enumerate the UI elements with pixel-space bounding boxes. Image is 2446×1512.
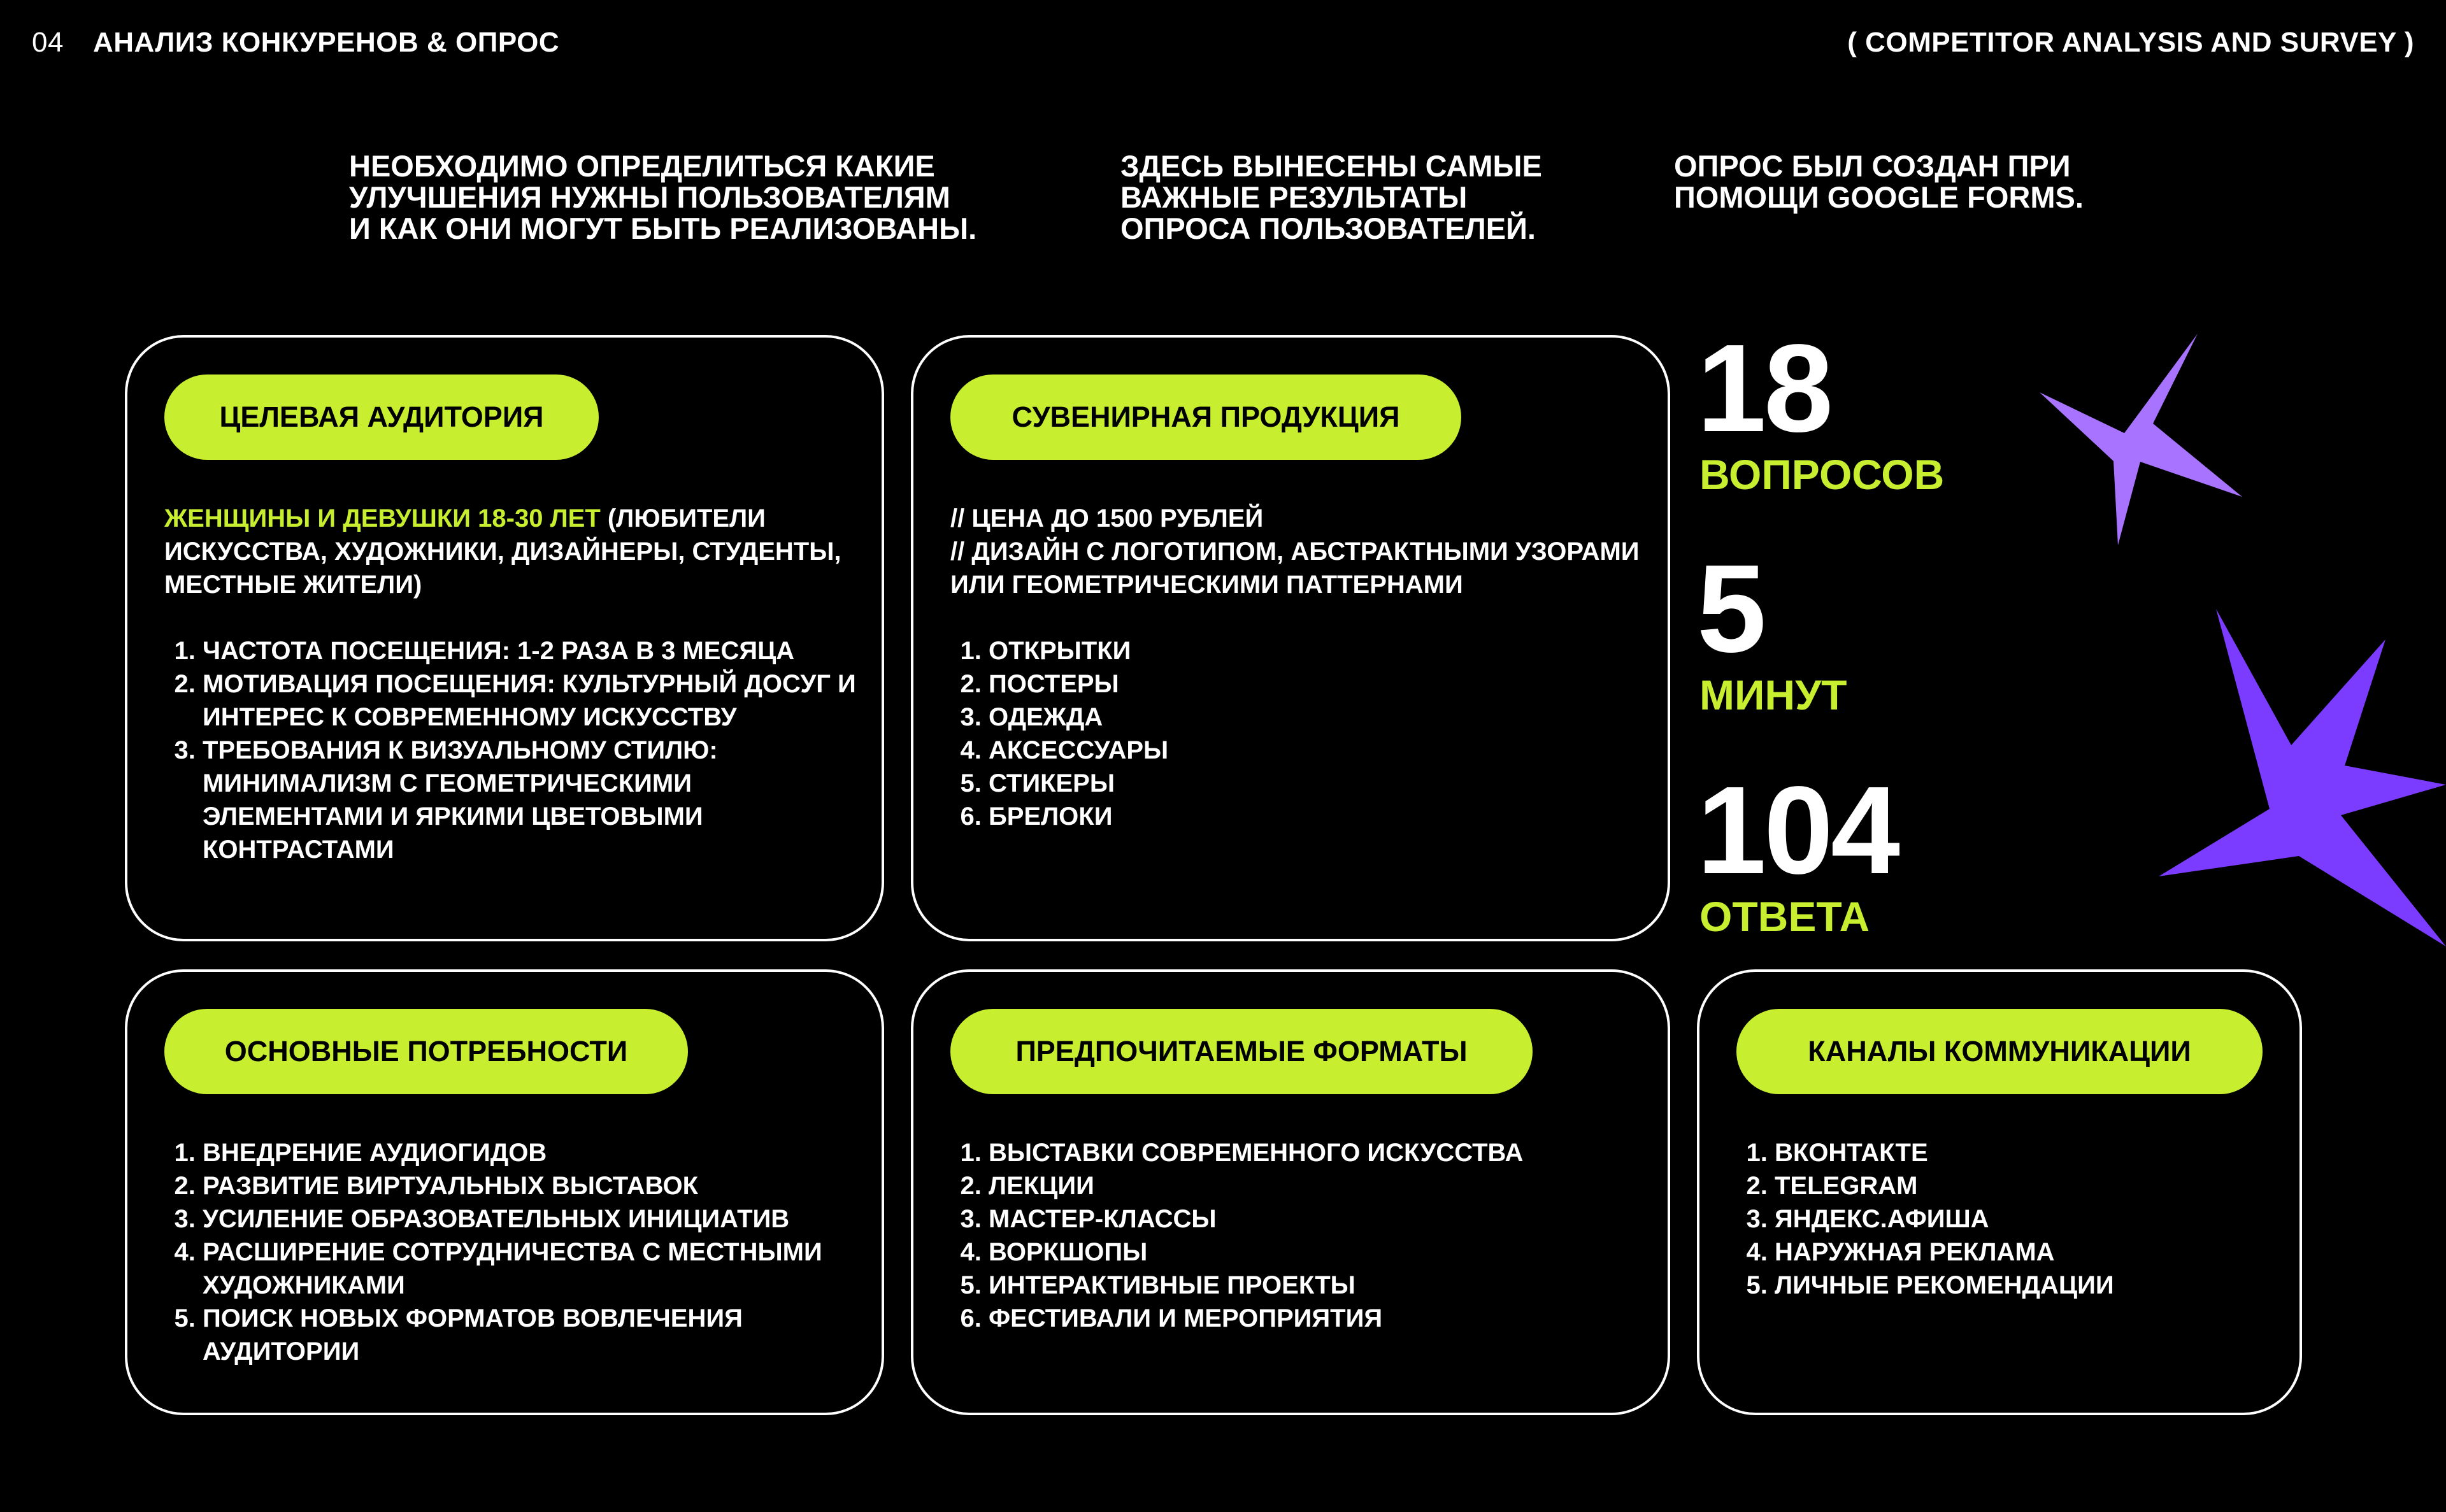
souvenirs-list (950, 634, 1642, 833)
card-title-pill: ОСНОВНЫЕ ПОТРЕБНОСТИ (164, 1009, 688, 1094)
channels-list (1736, 1136, 2274, 1302)
list-item: 2. РАЗВИТИЕ ВИРТУАЛЬНЫХ ВЫСТАВОК (203, 1169, 856, 1202)
card-title-pill: ПРЕДПОЧИТАЕМЫЕ ФОРМАТЫ (950, 1009, 1533, 1094)
star-icon-small (2032, 331, 2249, 548)
card-title-pill: СУВЕНИРНАЯ ПРОДУКЦИЯ (950, 374, 1461, 460)
card-communication-channels (1697, 969, 2302, 1415)
stat-answers-label: ОТВЕТА (1699, 893, 1870, 940)
list-item: 3. ЯНДЕКС.АФИША (1775, 1202, 2274, 1236)
intro-text-2: ЗДЕСЬ ВЫНЕСЕНЫ САМЫЕ ВАЖНЫЕ РЕЗУЛЬТАТЫ ОПРОСА ПОЛЬЗОВАТЕЛЕЙ. (1120, 149, 1542, 245)
list-item: 5. СТИКЕРЫ (989, 767, 1642, 800)
page-header (32, 27, 559, 59)
card-souvenirs (911, 335, 1670, 941)
page-subtitle: ( COMPETITOR ANALYSIS AND SURVEY ) (1847, 27, 2414, 58)
card-body (1736, 1136, 2274, 1302)
list-item: 2. ЛЕКЦИИ (989, 1169, 1642, 1202)
stat-answers-value: 104 (1697, 760, 1898, 900)
list-item: 1. ВЫСТАВКИ СОВРЕМЕННОГО ИСКУССТВА (989, 1136, 1642, 1169)
list-item: 3. ТРЕБОВАНИЯ К ВИЗУАЛЬНОМУ СТИЛЮ: МИНИМАЛИЗМ С ГЕОМЕТРИЧЕСКИМИ ЭЛЕМЕНТАМИ И ЯРКИМИ ЦВЕТОВЫМИ КОНТРАСТАМИ (203, 734, 856, 866)
list-item: 1. ОТКРЫТКИ (989, 634, 1642, 667)
list-item: 5. ЛИЧНЫЕ РЕКОМЕНДАЦИИ (1775, 1269, 2274, 1302)
stat-questions-value: 18 (1697, 318, 1831, 458)
intro-text-1: НЕОБХОДИМО ОПРЕДЕЛИТЬСЯ КАКИЕ УЛУЧШЕНИЯ НУЖНЫ ПОЛЬЗОВАТЕЛЯМ И КАК ОНИ МОГУТ БЫТЬ РЕАЛИЗОВАНЫ. (349, 149, 977, 245)
card-title-pill: КАНАЛЫ КОММУНИКАЦИИ (1736, 1009, 2263, 1094)
list-item: 4. РАСШИРЕНИЕ СОТРУДНИЧЕСТВА С МЕСТНЫМИ ХУДОЖНИКАМИ (203, 1236, 856, 1302)
intro-text-3: ОПРОС БЫЛ СОЗДАН ПРИ ПОМОЩИ GOOGLE FORMS. (1674, 149, 2084, 214)
list-item: 1. ВНЕДРЕНИЕ АУДИОГИДОВ (203, 1136, 856, 1169)
stat-minutes-label: МИНУТ (1699, 671, 1847, 718)
list-item: 3. ОДЕЖДА (989, 701, 1642, 734)
card-main-needs (125, 969, 884, 1415)
list-item: 3. УСИЛЕНИЕ ОБРАЗОВАТЕЛЬНЫХ ИНИЦИАТИВ (203, 1202, 856, 1236)
audience-highlight: ЖЕНЩИНЫ И ДЕВУШКИ 18-30 ЛЕТ (164, 504, 601, 532)
list-item: 6. БРЕЛОКИ (989, 800, 1642, 833)
card-body (164, 1136, 856, 1368)
needs-list (164, 1136, 856, 1368)
list-item: 6. ФЕСТИВАЛИ И МЕРОПРИЯТИЯ (989, 1302, 1642, 1335)
list-item: 5. ПОИСК НОВЫХ ФОРМАТОВ ВОВЛЕЧЕНИЯ АУДИТОРИИ (203, 1302, 856, 1368)
audience-description (164, 502, 856, 601)
formats-list (950, 1136, 1642, 1335)
star-icon-large (2150, 605, 2446, 949)
list-item: 1. ЧАСТОТА ПОСЕЩЕНИЯ: 1-2 РАЗА В 3 МЕСЯЦА (203, 634, 856, 667)
audience-details: (ЛЮБИТЕЛИ ИСКУССТВА, ХУДОЖНИКИ, ДИЗАЙНЕРЫ, СТУДЕНТЫ, МЕСТНЫЕ ЖИТЕЛИ) (164, 504, 841, 599)
page-title: АНАЛИЗ КОНКУРЕНОВ & ОПРОС (92, 27, 560, 58)
list-item: 4. АКСЕССУАРЫ (989, 734, 1642, 767)
list-item: 3. МАСТЕР-КЛАССЫ (989, 1202, 1642, 1236)
stat-questions-label: ВОПРОСОВ (1699, 451, 1945, 498)
list-item: 2. МОТИВАЦИЯ ПОСЕЩЕНИЯ: КУЛЬТУРНЫЙ ДОСУГ И ИНТЕРЕС К СОВРЕМЕННОМУ ИСКУССТВУ (203, 667, 856, 734)
card-target-audience (125, 335, 884, 941)
stat-minutes-value: 5 (1697, 539, 1764, 678)
audience-list (164, 634, 856, 866)
list-item: 2. TELEGRAM (1775, 1169, 2274, 1202)
card-title-pill: ЦЕЛЕВАЯ АУДИТОРИЯ (164, 374, 599, 460)
card-body (950, 1136, 1642, 1335)
souvenir-note: // ЦЕНА ДО 1500 РУБЛЕЙ (950, 504, 1264, 532)
list-item: 2. ПОСТЕРЫ (989, 667, 1642, 701)
card-preferred-formats (911, 969, 1670, 1415)
list-item: 4. ВОРКШОПЫ (989, 1236, 1642, 1269)
card-body (950, 502, 1642, 833)
souvenir-note: // ДИЗАЙН С ЛОГОТИПОМ, АБСТРАКТНЫМИ УЗОРАМИ ИЛИ ГЕОМЕТРИЧЕСКИМИ ПАТТЕРНАМИ (950, 538, 1640, 599)
card-body (164, 502, 856, 866)
list-item: 5. ИНТЕРАКТИВНЫЕ ПРОЕКТЫ (989, 1269, 1642, 1302)
list-item: 4. НАРУЖНАЯ РЕКЛАМА (1775, 1236, 2274, 1269)
section-number: 04 (32, 27, 64, 58)
list-item: 1. ВКОНТАКТЕ (1775, 1136, 2274, 1169)
